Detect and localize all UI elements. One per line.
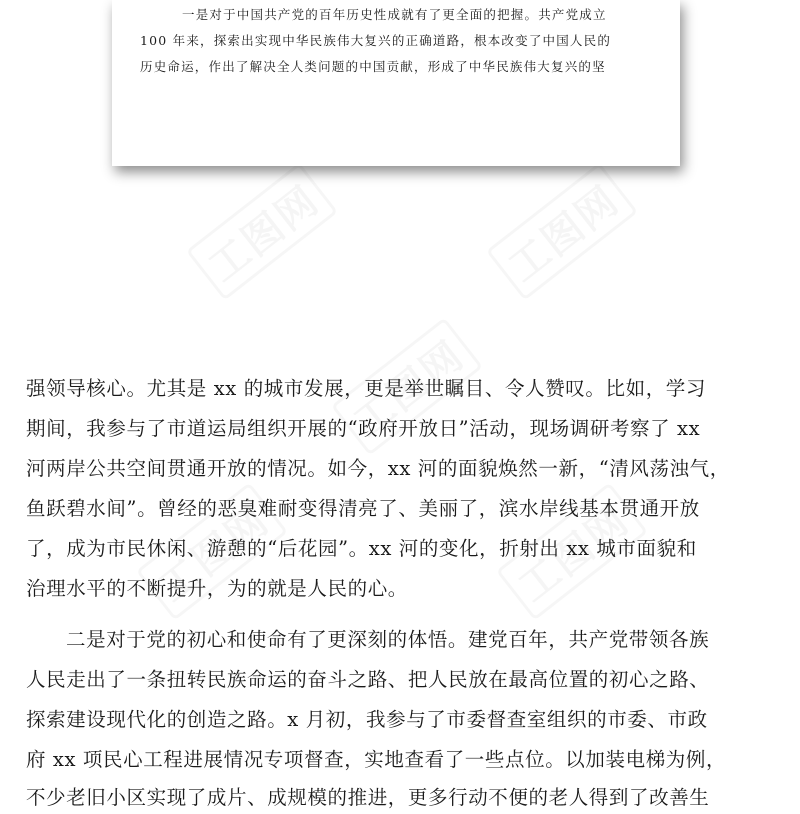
paragraph-line: 河两岸公共空间贯通开放的情况。如今，xx 河的面貌焕然一新，“清风荡浊气， [26, 457, 730, 480]
paragraph-line: 了，成为市民休闲、游憩的“后花园”。xx 河的变化，折射出 xx 城市面貌和 [26, 537, 697, 560]
watermark [186, 162, 338, 300]
paragraph-line: 鱼跃碧水间”。曾经的恶臭难耐变得清亮了、美丽了，滨水岸线基本贯通开放 [26, 497, 700, 520]
card-line: 一是对于中国共产党的百年历史性成就有了更全面的把握。共产党成立 [182, 7, 607, 22]
paragraph-line: 府 xx 项民心工程进展情况专项督查，实地查看了一些点位。以加装电梯为例， [26, 748, 727, 771]
card-line: 历史命运，作出了解决全人类问题的中国贡献，形成了中华民族伟大复兴的坚 [140, 59, 606, 74]
paragraph-line: 期间，我参与了市道运局组织开展的“政府开放日”活动，现场调研考察了 xx [26, 417, 701, 440]
paragraph-line: 二是对于党的初心和使命有了更深刻的体悟。建党百年，共产党带领各族 [66, 628, 710, 651]
paragraph-line: 人民走出了一条扭转民族命运的奋斗之路、把人民放在最高位置的初心之路、 [26, 668, 710, 691]
paragraph-line: 探索建设现代化的创造之路。x 月初，我参与了市委督查室组织的市委、市政 [26, 708, 708, 731]
document-preview-card [112, 0, 680, 166]
watermark [486, 162, 638, 300]
paragraph-line: 治理水平的不断提升，为的就是人民的心。 [26, 577, 408, 600]
paragraph-line: 不少老旧小区实现了成片、成规模的推进，更多行动不便的老人得到了改善生 [26, 786, 710, 809]
card-line: 100 年来，探索出实现中华民族伟大复兴的正确道路，根本改变了中国人民的 [140, 33, 612, 48]
paragraph-line: 强领导核心。尤其是 xx 的城市发展，更是举世瞩目、令人赞叹。比如，学习 [26, 377, 706, 400]
